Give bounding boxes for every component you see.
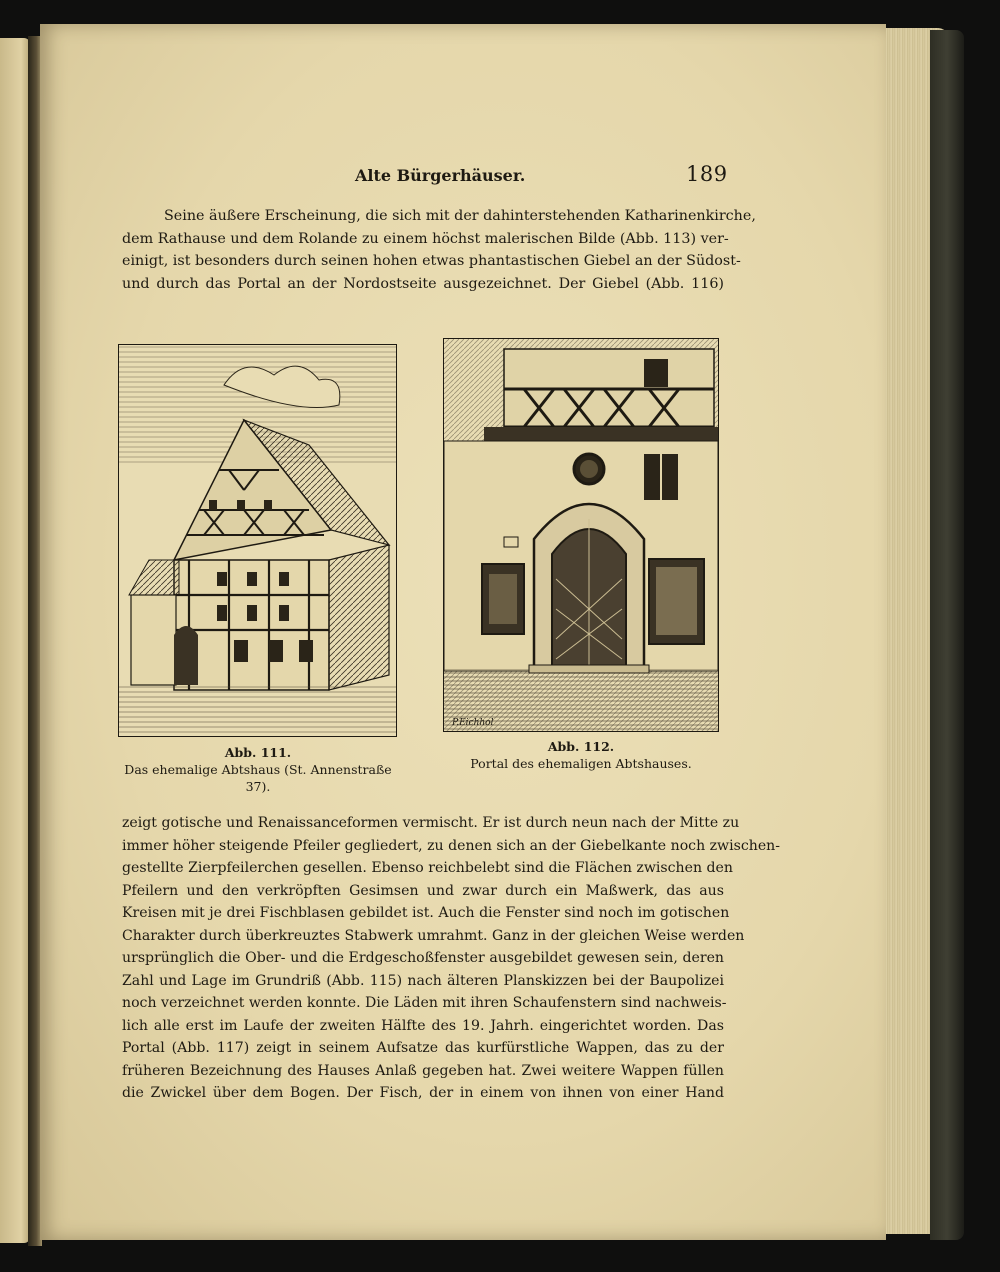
text-line: gestellte Zierpfeilerchen gesellen. Ebenso reichbelebt sind die Flächen zwischen den	[122, 860, 733, 876]
left-page-edge	[0, 38, 30, 1243]
text-line: früheren Bezeichnung des Hauses Anlaß gegeben hat. Zwei weitere Wappen füllen	[122, 1062, 724, 1079]
text-line: noch verzeichnet werden konnte. Die Läden mit ihren Schaufenstern sind nachweis-	[122, 995, 727, 1011]
abtshaus-illustration	[119, 345, 396, 736]
page-number: 189	[686, 162, 728, 186]
caption-abb-111	[118, 744, 398, 795]
text-line: einigt, ist besonders durch seinen hohen etwas phantastischen Giebel an der Südost-	[122, 253, 741, 269]
caption-abb-112	[443, 738, 719, 772]
text-line: Zahl und Lage im Grundriß (Abb. 115) nach älteren Planskizzen bei der Baupolizei	[122, 972, 724, 989]
text-line: Seine äußere Erscheinung, die sich mit der dahinterstehenden Katharinenkirche,	[164, 208, 756, 224]
text-line: dem Rathause und dem Rolande zu einem höchst malerischen Bilde (Abb. 113) ver-	[122, 230, 729, 247]
text-line: immer höher steigende Pfeiler gegliedert, zu denen sich an der Giebelkante noch zwischen-	[122, 837, 781, 854]
bottom-paragraph	[122, 812, 781, 1105]
figure-abb-111	[118, 344, 397, 737]
running-title: Alte Bürgerhäuser.	[355, 166, 526, 185]
text-line: Portal (Abb. 117) zeigt in seinem Aufsatze das kurfürstliche Wappen, das zu der	[122, 1040, 724, 1056]
figure-caption: Portal des ehemaligen Abtshauses.	[470, 756, 692, 771]
text-line: ursprünglich die Ober- und die Erdgeschoßfenster ausgebildet gewesen sein, deren	[122, 950, 724, 966]
artist-signature: P.Eichhol	[452, 718, 494, 728]
figure-number: Abb. 112.	[547, 739, 615, 754]
text-line: Charakter durch überkreuztes Stabwerk umrahmt. Ganz in der gleichen Weise werden	[122, 927, 745, 944]
text-line: lich alle erst im Laufe der zweiten Hälfte des 19. Jahrh. eingerichtet worden. Das	[122, 1017, 724, 1034]
figure-abb-112	[443, 338, 719, 732]
figure-caption: Das ehemalige Abtshaus (St. Annenstraße 37).	[124, 762, 392, 794]
figure-number: Abb. 111.	[224, 745, 292, 760]
text-line: zeigt gotische und Renaissanceformen vermischt. Er ist durch neun nach der Mitte zu	[122, 815, 740, 831]
portal-illustration	[444, 339, 718, 731]
text-line: Pfeilern und den verkröpften Gesimsen und zwar durch ein Maßwerk, das aus	[122, 882, 724, 899]
text-line: Kreisen mit je drei Fischblasen gebildet ist. Auch die Fenster sind noch im gotischen	[122, 905, 730, 921]
text-line: und durch das Portal an der Nordostseite ausgezeichnet. Der Giebel (Abb. 116)	[122, 275, 724, 292]
text-line: die Zwickel über dem Bogen. Der Fisch, der in einem von ihnen von einer Hand	[122, 1085, 724, 1101]
book-cover	[930, 30, 964, 1240]
top-paragraph	[122, 205, 756, 295]
